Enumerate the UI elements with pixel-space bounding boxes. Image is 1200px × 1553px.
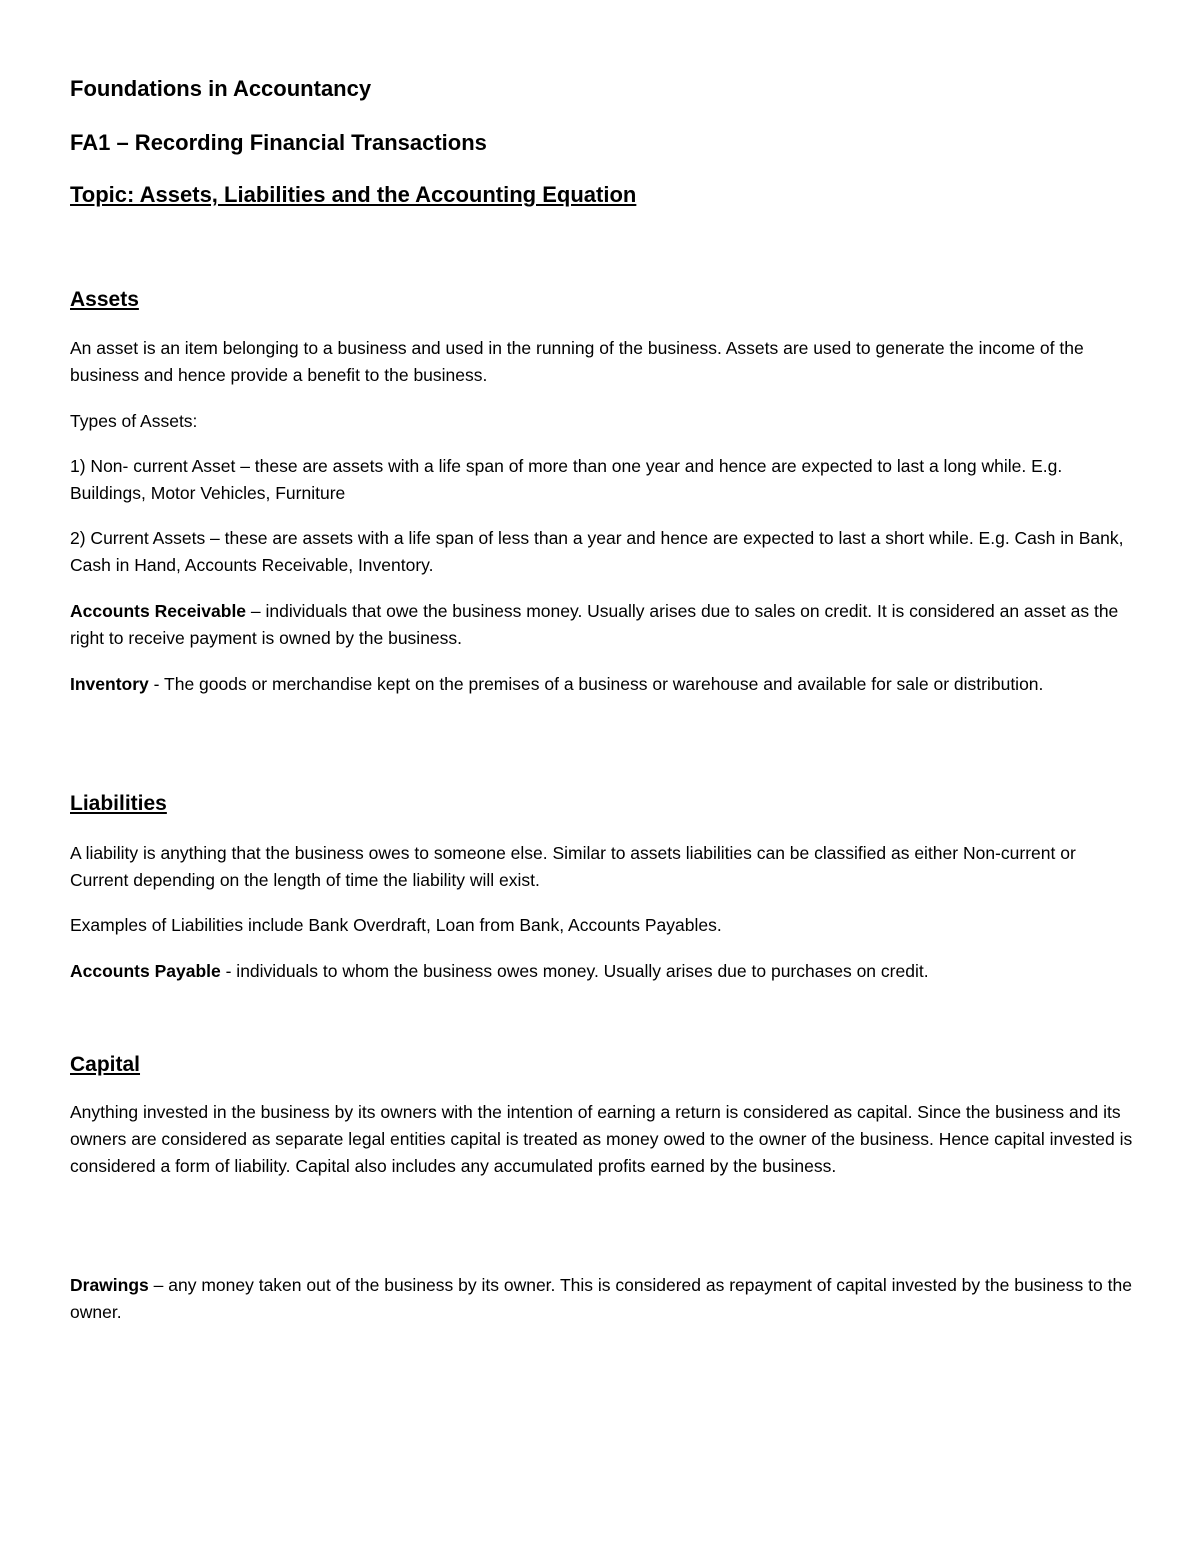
assets-intro: An asset is an item belonging to a business and used in the running of the business. Assets are used to generate the income of the business and hence provide a benefit to the business.	[70, 338, 1084, 385]
definition-text: – any money taken out of the business by its owner. This is considered as repayment of capital invested by the business to the owner.	[70, 1275, 1132, 1322]
liabilities-examples: Examples of Liabilities include Bank Overdraft, Loan from Bank, Accounts Payables.	[70, 915, 722, 935]
accounts-payable-definition	[70, 958, 1135, 985]
list-text: Current Assets – these are assets with a life span of less than a year and hence are expected to last a short while. E.g. Cash in Bank, Cash in Hand, Accounts Receivable, Inventory.	[70, 528, 1124, 575]
definition-text: – individuals that owe the business money. Usually arises due to sales on credit. It is considered an asset as the right to receive payment is owned by the business.	[70, 601, 1119, 648]
definition-text: - individuals to whom the business owes money. Usually arises due to purchases on credit.	[220, 961, 929, 981]
asset-type-current	[70, 525, 1135, 579]
liabilities-intro: A liability is anything that the business owes to someone else. Similar to assets liabilities can be classified as either Non-current or Current depending on the length of time the liability will exist.	[70, 843, 1076, 890]
drawings-definition	[70, 1272, 1135, 1326]
capital-heading: Capital	[70, 1053, 141, 1076]
inventory-definition	[70, 671, 1135, 698]
paper-title: FA1 – Recording Financial Transactions	[70, 130, 487, 155]
list-number: 1)	[70, 456, 86, 476]
list-text: Non- current Asset – these are assets with a life span of more than one year and hence are expected to last a long while. E.g. Buildings, Motor Vehicles, Furniture	[70, 456, 1063, 503]
list-number: 2)	[70, 528, 86, 548]
topic-title: Topic: Assets, Liabilities and the Accounting Equation	[70, 182, 637, 207]
liabilities-heading: Liabilities	[70, 792, 167, 815]
assets-heading: Assets	[70, 288, 139, 311]
term-accounts-payable: Accounts Payable	[70, 961, 221, 981]
accounts-receivable-definition	[70, 598, 1135, 652]
asset-types-label: Types of Assets:	[70, 411, 198, 431]
term-inventory: Inventory	[70, 674, 149, 694]
term-drawings: Drawings	[70, 1275, 149, 1295]
term-accounts-receivable: Accounts Receivable	[70, 601, 247, 621]
definition-text: - The goods or merchandise kept on the premises of a business or warehouse and available for sale or distribution.	[148, 674, 1044, 694]
asset-type-noncurrent	[70, 453, 1135, 507]
course-title: Foundations in Accountancy	[70, 76, 372, 101]
capital-intro: Anything invested in the business by its owners with the intention of earning a return is considered as capital. Since the business and its owners are considered as separate legal entities capital is treated as money owed to the owner of the business. Hence capital invested is considered a form of liability. Capital also includes any accumulated profits earned by the business.	[70, 1102, 1133, 1176]
